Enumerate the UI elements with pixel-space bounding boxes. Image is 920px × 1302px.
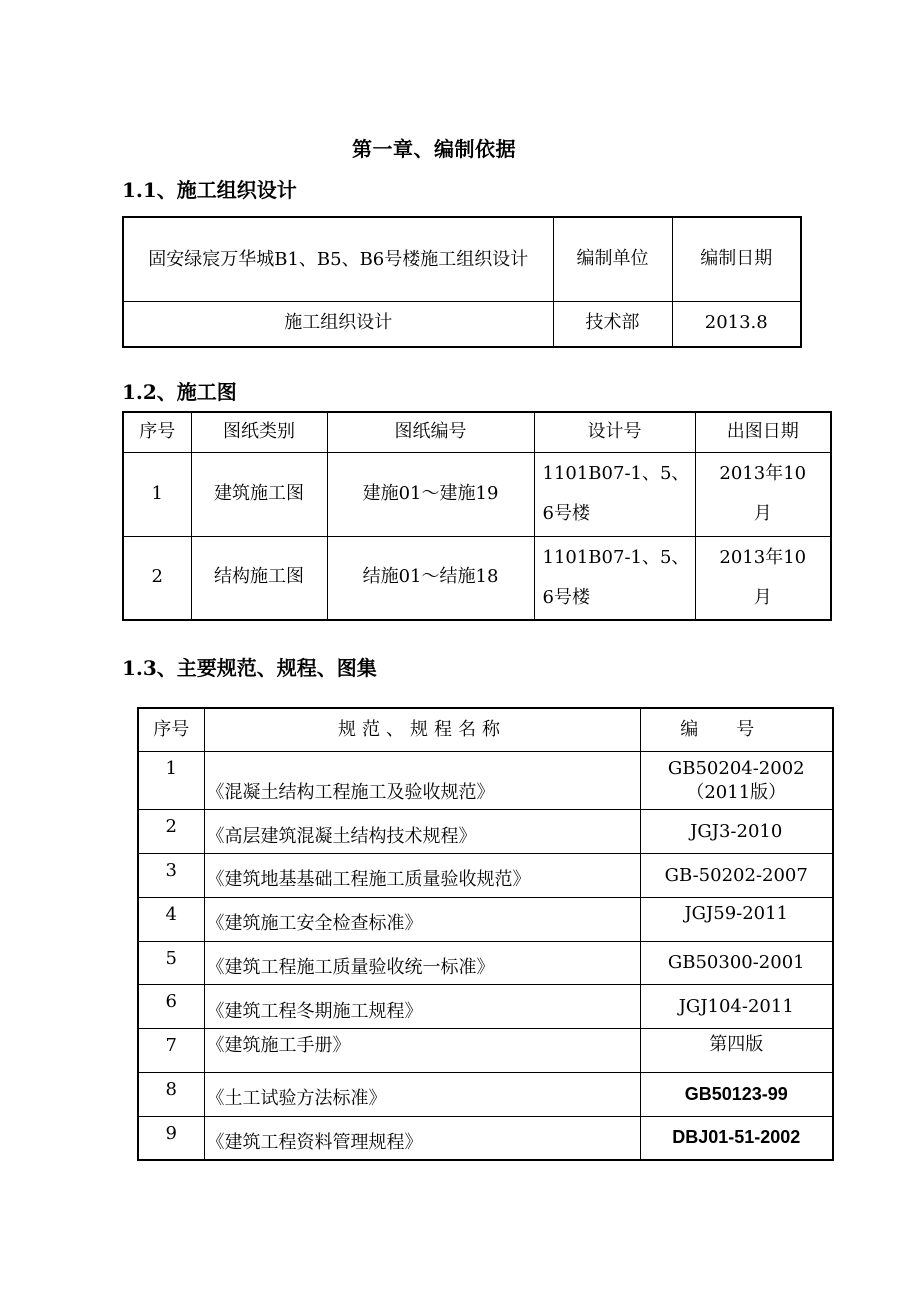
- standard-code-cell: GB50123-99: [640, 1073, 833, 1117]
- code-cell: 建施01～建施19: [327, 452, 534, 536]
- table-row: [138, 897, 833, 941]
- issue-date-cell: [695, 536, 831, 620]
- construction-design-table: [122, 216, 802, 348]
- construction-drawings-table: [122, 411, 832, 621]
- index-cell: 5: [138, 941, 204, 985]
- table-row: [138, 752, 833, 810]
- table-row: [138, 1116, 833, 1160]
- unit-header-cell: 编制单位: [553, 217, 672, 301]
- section-heading-1-3: 1.3、主要规范、规程、图集: [122, 656, 377, 680]
- standard-name-cell: 《建筑施工手册》: [204, 1029, 640, 1073]
- issue-date-line: 2013年10: [719, 547, 807, 569]
- section-heading-1-2: 1.2、施工图: [122, 380, 237, 404]
- table-header-row: [123, 412, 831, 452]
- design-unit-cell: 技术部: [553, 301, 672, 347]
- header-cell: 序号: [138, 708, 204, 752]
- standard-code-cell: [640, 752, 833, 810]
- design-number-line: 1101B07-1、5、: [542, 463, 690, 485]
- table-row: [138, 1029, 833, 1073]
- index-cell: 1: [123, 452, 191, 536]
- design-number-cell: [534, 536, 695, 620]
- standard-code-cell: DBJ01-51-2002: [640, 1116, 833, 1160]
- standard-name-cell: 《建筑地基基础工程施工质量验收规范》: [204, 854, 640, 898]
- index-cell: 2: [123, 536, 191, 620]
- design-number-line: 6号楼: [542, 503, 590, 524]
- standard-name-cell: 《建筑工程资料管理规程》: [204, 1116, 640, 1160]
- design-date-cell: 2013.8: [672, 301, 801, 347]
- header-cell: 规范、规程名称: [204, 708, 640, 752]
- header-cell: 出图日期: [695, 412, 831, 452]
- standard-code-cell: 第四版: [640, 1029, 833, 1073]
- table-row: [123, 536, 831, 620]
- index-cell: 8: [138, 1073, 204, 1117]
- issue-date-cell: [695, 452, 831, 536]
- index-cell: 9: [138, 1116, 204, 1160]
- issue-date-line: 月: [753, 503, 772, 524]
- standard-name-cell: 《建筑施工安全检查标准》: [204, 897, 640, 941]
- chapter-title: 第一章、编制依据: [352, 137, 516, 161]
- header-cell: 图纸类别: [191, 412, 327, 452]
- index-cell: 6: [138, 985, 204, 1029]
- header-cell: 序号: [123, 412, 191, 452]
- table-row: [138, 985, 833, 1029]
- standard-code-cell: GB50300-2001: [640, 941, 833, 985]
- index-cell: 3: [138, 854, 204, 898]
- category-cell: 建筑施工图: [191, 452, 327, 536]
- header-cell: 设计号: [534, 412, 695, 452]
- header-cell: 图纸编号: [327, 412, 534, 452]
- table-row: [123, 217, 801, 301]
- code-cell: 结施01～结施18: [327, 536, 534, 620]
- issue-date-line: 月: [753, 586, 772, 608]
- table-row: [138, 1073, 833, 1117]
- table-row: [123, 452, 831, 536]
- design-number-line: 6号楼: [542, 586, 590, 608]
- standard-name-cell: 《建筑工程冬期施工规程》: [204, 985, 640, 1029]
- date-header-cell: 编制日期: [672, 217, 801, 301]
- standard-code-line: （2011版）: [686, 781, 787, 803]
- standard-name-cell: 《高层建筑混凝土结构技术规程》: [204, 810, 640, 854]
- index-cell: 2: [138, 810, 204, 854]
- header-cell: 编号: [640, 708, 833, 752]
- table-row: [138, 941, 833, 985]
- category-cell: 结构施工图: [191, 536, 327, 620]
- standard-code-cell: JGJ104-2011: [640, 985, 833, 1029]
- table-row: [123, 301, 801, 347]
- table-row: [138, 810, 833, 854]
- standard-name-cell: 《建筑工程施工质量验收统一标准》: [204, 941, 640, 985]
- table-row: [138, 854, 833, 898]
- index-cell: 7: [138, 1029, 204, 1073]
- table-header-row: [138, 708, 833, 752]
- standard-name-cell: 《混凝土结构工程施工及验收规范》: [204, 752, 640, 810]
- standard-code-cell: JGJ3-2010: [640, 810, 833, 854]
- design-number-line: 1101B07-1、5、: [542, 547, 690, 569]
- standards-table: [137, 707, 834, 1161]
- design-name-cell: 施工组织设计: [123, 301, 553, 347]
- issue-date-line: 2013年10: [719, 463, 807, 485]
- design-number-cell: [534, 452, 695, 536]
- standard-name-cell: 《土工试验方法标准》: [204, 1073, 640, 1117]
- standard-code-cell: JGJ59-2011: [640, 897, 833, 941]
- index-cell: 1: [138, 752, 204, 810]
- standard-code-cell: GB-50202-2007: [640, 854, 833, 898]
- design-title-cell: 固安绿宸万华城B1、B5、B6号楼施工组织设计: [123, 217, 553, 301]
- section-heading-1-1: 1.1、施工组织设计: [122, 178, 297, 202]
- standard-code-line: GB50204-2002: [667, 758, 805, 780]
- index-cell: 4: [138, 897, 204, 941]
